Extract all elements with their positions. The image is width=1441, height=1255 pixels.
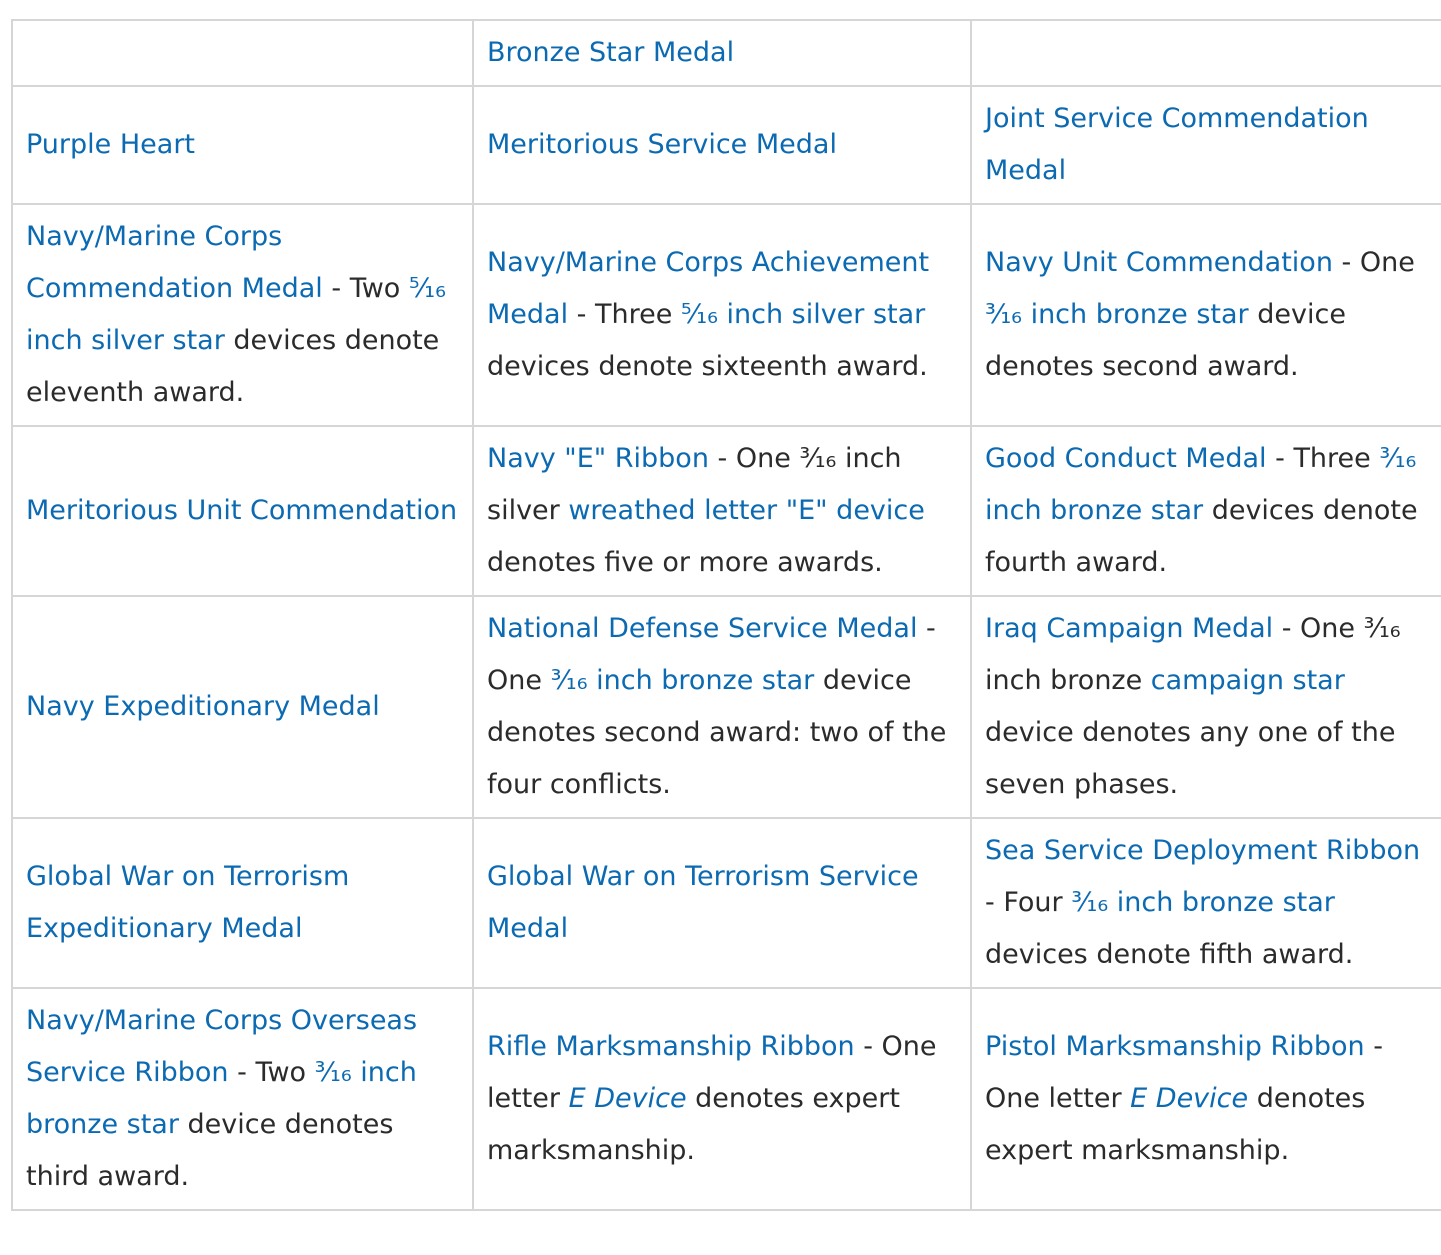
table-row [12,818,1441,988]
table-cell [971,988,1441,1210]
award-link[interactable]: Iraq Campaign Medal [985,613,1274,644]
award-link[interactable]: Navy Expeditionary Medal [26,691,380,722]
award-link[interactable]: Rifle Marksmanship Ribbon [487,1031,855,1062]
table-cell [473,596,971,818]
cell-text: device denotes second award: two of the four conflicts. [487,665,947,800]
table-cell [473,204,971,426]
cell-text: denotes five or more awards. [487,547,883,578]
table-cell [473,988,971,1210]
cell-text: device denotes any one of the seven phases. [985,717,1396,800]
cell-text: - Three [568,299,681,330]
cell-text: - One letter [985,1031,1383,1114]
award-link[interactable]: Bronze Star Medal [487,37,735,68]
table-cell [971,818,1441,988]
table-cell [12,204,473,426]
cell-text: - One letter [487,1031,937,1114]
award-link[interactable]: Meritorious Unit Commendation [26,495,458,526]
table-cell [971,86,1441,204]
table-cell [473,818,971,988]
device-link[interactable]: ³⁄₁₆ inch bronze star [550,665,815,696]
award-link[interactable]: Navy/Marine Corps Overseas Service Ribbon [26,1005,418,1088]
table-cell [473,86,971,204]
award-link[interactable]: Navy Unit Commendation [985,247,1333,278]
table-cell [473,426,971,596]
cell-text: - One [1332,247,1415,278]
cell-text: denotes expert marksmanship. [487,1083,900,1166]
device-link[interactable]: wreathed letter "E" device [568,495,925,526]
table-row [12,204,1441,426]
award-link[interactable]: Good Conduct Medal [985,443,1267,474]
device-link[interactable]: ³⁄₁₆ inch bronze star [985,299,1249,330]
cell-text: - One ³⁄₁₆ inch bronze [985,613,1401,696]
table-cell [12,818,473,988]
table-row [12,20,1441,86]
awards-table [11,19,1441,1211]
award-link[interactable]: Navy "E" Ribbon [487,443,709,474]
cell-text: devices denote eleventh award. [26,325,440,408]
cell-text: - Two [322,273,409,304]
table-row [12,596,1441,818]
cell-text: devices denote fifth award. [985,939,1354,970]
device-link[interactable]: campaign star [1150,665,1345,696]
award-link[interactable]: Global War on Terrorism Service Medal [487,861,919,944]
table-cell [971,204,1441,426]
award-link[interactable]: National Defense Service Medal [487,613,918,644]
table-cell [12,426,473,596]
award-link[interactable]: Pistol Marksmanship Ribbon [985,1031,1365,1062]
device-link[interactable]: E Device [568,1083,687,1114]
table-cell [473,20,971,86]
table-cell [12,20,473,86]
device-link[interactable]: ⁵⁄₁₆ inch silver star [26,273,446,356]
cell-text: denotes expert marksmanship. [985,1083,1366,1166]
device-link[interactable]: ⁵⁄₁₆ inch silver star [680,299,926,330]
cell-text: device denotes second award. [985,299,1346,382]
table-cell [971,20,1441,86]
device-link[interactable]: E Device [1130,1083,1249,1114]
device-link[interactable]: ³⁄₁₆ inch bronze star [26,1057,417,1140]
table-cell [12,86,473,204]
award-link[interactable]: Purple Heart [26,129,196,160]
cell-text: - One ³⁄₁₆ inch silver [487,443,902,526]
table-cell [971,426,1441,596]
award-link[interactable]: Navy/Marine Corps Achievement Medal [487,247,930,330]
cell-text: - Two [228,1057,315,1088]
cell-text: device denotes third award. [26,1109,394,1192]
table-cell [12,988,473,1210]
table-row [12,86,1441,204]
cell-text: devices denote sixteenth award. [487,351,928,382]
award-link[interactable]: Navy/Marine Corps Commendation Medal [26,221,323,304]
device-link[interactable]: ³⁄₁₆ inch bronze star [1071,887,1335,918]
cell-text: devices denote fourth award. [985,495,1418,578]
award-link[interactable]: Joint Service Commendation Medal [985,103,1369,186]
table-row [12,988,1441,1210]
table-cell [971,596,1441,818]
cell-text: - One [487,613,936,696]
cell-text: - Four [985,887,1072,918]
device-link[interactable]: ³⁄₁₆ inch bronze star [985,443,1417,526]
cell-text: - Three [1266,443,1380,474]
award-link[interactable]: Global War on Terrorism Expeditionary Medal [26,861,350,944]
table-cell [12,596,473,818]
award-link[interactable]: Meritorious Service Medal [487,129,837,160]
table-row [12,426,1441,596]
award-link[interactable]: Sea Service Deployment Ribbon [985,835,1421,866]
